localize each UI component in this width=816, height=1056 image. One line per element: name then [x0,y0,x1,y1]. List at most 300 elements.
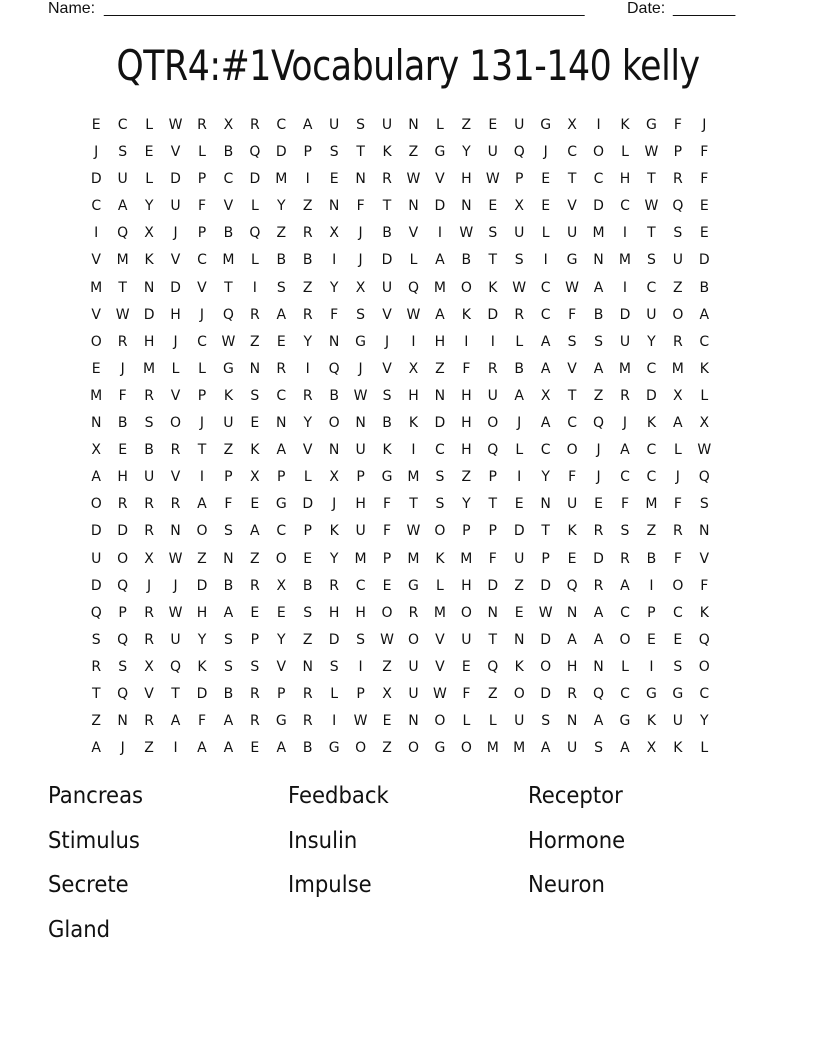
grid-cell[interactable]: C [620,469,630,486]
grid-cell[interactable]: Y [329,279,339,296]
grid-cell[interactable]: E [303,550,313,567]
grid-cell[interactable]: H [170,306,181,323]
grid-cell[interactable]: P [250,631,260,648]
grid-cell[interactable]: L [330,685,339,702]
grid-cell[interactable]: C [672,604,683,621]
grid-cell[interactable]: M [645,496,658,513]
grid-cell[interactable]: L [409,252,418,269]
grid-cell[interactable]: L [515,442,524,459]
grid-cell[interactable]: R [593,523,604,540]
grid-cell[interactable]: Z [514,577,525,594]
grid-cell[interactable]: D [487,306,499,323]
grid-cell[interactable]: M [433,604,446,621]
grid-cell[interactable]: V [170,252,181,269]
grid-cell[interactable]: R [620,550,630,567]
grid-cell[interactable]: U [672,252,683,269]
grid-cell[interactable]: R [144,496,154,513]
grid-cell[interactable]: S [514,252,524,269]
grid-cell[interactable]: Q [117,631,129,648]
grid-cell[interactable]: R [672,171,683,188]
grid-cell[interactable]: J [120,360,125,377]
grid-cell[interactable]: U [514,550,525,567]
grid-cell[interactable]: Z [197,550,207,567]
grid-cell[interactable]: K [435,550,445,567]
grid-cell[interactable]: V [223,198,234,215]
grid-cell[interactable]: Q [249,225,261,242]
grid-cell[interactable]: Q [672,198,684,215]
grid-cell[interactable]: X [250,469,260,486]
grid-cell[interactable]: A [91,740,101,757]
grid-cell[interactable]: X [144,550,154,567]
grid-cell[interactable]: W [432,685,447,702]
grid-cell[interactable]: B [461,252,472,269]
grid-cell[interactable]: F [673,117,682,133]
grid-cell[interactable]: G [434,740,446,757]
grid-cell[interactable]: S [488,225,498,242]
grid-cell[interactable]: X [144,658,154,675]
grid-cell[interactable]: M [354,550,367,567]
grid-cell[interactable]: C [646,442,657,459]
grid-cell[interactable]: L [250,252,259,269]
grid-cell[interactable]: W [406,523,421,540]
grid-cell[interactable]: I [411,333,416,350]
grid-cell[interactable]: Z [250,550,260,567]
grid-cell[interactable]: O [619,631,631,648]
grid-cell[interactable]: L [700,387,709,404]
grid-cell[interactable]: U [170,198,181,215]
grid-cell[interactable]: E [91,117,101,133]
grid-cell[interactable]: G [645,685,657,702]
grid-cell[interactable]: E [329,171,339,188]
grid-cell[interactable]: R [408,604,419,621]
grid-cell[interactable]: Z [646,523,657,540]
grid-cell[interactable]: A [540,360,551,377]
grid-cell[interactable]: G [408,577,419,594]
grid-cell[interactable]: H [434,333,446,350]
grid-cell[interactable]: M [143,360,156,377]
grid-cell[interactable]: N [593,658,604,675]
grid-cell[interactable]: C [197,333,207,350]
grid-cell[interactable]: U [619,333,631,350]
grid-cell[interactable]: E [382,713,392,730]
grid-cell[interactable]: D [646,387,657,404]
grid-cell[interactable]: P [277,685,286,702]
grid-cell[interactable]: B [382,415,392,432]
grid-cell[interactable]: B [382,225,392,242]
grid-cell[interactable]: S [673,658,683,675]
grid-cell[interactable]: R [249,713,260,730]
grid-cell[interactable]: S [435,469,445,486]
grid-cell[interactable]: L [621,144,629,161]
grid-cell[interactable]: A [593,631,604,648]
grid-cell[interactable]: R [672,523,683,540]
grid-cell[interactable]: T [197,442,207,459]
grid-cell[interactable]: F [568,469,577,486]
grid-cell[interactable]: O [487,415,499,432]
grid-cell[interactable]: D [619,306,631,323]
grid-cell[interactable]: A [593,604,604,621]
grid-cell[interactable]: N [170,523,181,540]
grid-cell[interactable]: S [541,713,551,730]
grid-cell[interactable]: A [435,252,445,269]
grid-cell[interactable]: J [358,252,363,269]
grid-cell[interactable]: P [647,604,656,621]
grid-cell[interactable]: A [620,442,630,459]
grid-cell[interactable]: F [568,306,577,323]
grid-cell[interactable]: A [620,577,630,594]
grid-cell[interactable]: S [673,225,683,242]
grid-cell[interactable]: X [408,360,419,377]
grid-cell[interactable]: V [302,442,313,459]
grid-cell[interactable]: V [567,198,577,215]
grid-cell[interactable]: K [250,442,260,459]
grid-cell[interactable]: S [223,523,233,540]
grid-cell[interactable]: F [224,496,233,513]
grid-cell[interactable]: O [460,604,472,621]
grid-cell[interactable]: D [487,577,499,594]
grid-cell[interactable]: F [330,306,339,323]
grid-cell[interactable]: Z [461,469,472,486]
grid-cell[interactable]: N [249,360,261,377]
grid-cell[interactable]: D [117,523,129,540]
grid-cell[interactable]: Z [382,740,392,757]
grid-cell[interactable]: W [380,631,394,648]
grid-cell[interactable]: Q [698,469,710,486]
grid-cell[interactable]: R [197,117,207,133]
grid-cell[interactable]: V [144,685,154,702]
grid-cell[interactable]: J [94,144,99,161]
grid-cell[interactable]: V [276,658,287,675]
grid-cell[interactable]: R [144,713,154,730]
grid-cell[interactable]: L [145,117,153,133]
grid-cell[interactable]: R [514,306,525,323]
grid-cell[interactable]: P [382,550,392,567]
grid-cell[interactable]: D [540,685,552,702]
grid-cell[interactable]: I [622,225,628,242]
grid-cell[interactable]: T [382,198,392,215]
grid-cell[interactable]: R [170,496,181,513]
grid-cell[interactable]: D [434,415,446,432]
grid-cell[interactable]: Z [302,198,313,215]
grid-cell[interactable]: R [249,306,260,323]
grid-cell[interactable]: R [302,306,313,323]
grid-cell[interactable]: D [196,685,208,702]
grid-cell[interactable]: D [90,171,102,188]
grid-cell[interactable]: I [649,658,654,675]
grid-cell[interactable]: F [673,550,682,567]
grid-cell[interactable]: K [699,360,709,377]
grid-cell[interactable]: V [91,306,101,323]
grid-cell[interactable]: D [434,198,446,215]
grid-cell[interactable]: R [249,117,260,133]
grid-cell[interactable]: H [355,496,366,513]
grid-cell[interactable]: E [567,550,577,567]
grid-cell[interactable]: C [699,685,710,702]
grid-cell[interactable]: J [332,496,337,513]
grid-cell[interactable]: S [250,658,260,675]
grid-cell[interactable]: W [168,117,183,133]
grid-cell[interactable]: Z [673,279,683,296]
grid-cell[interactable]: P [541,550,550,567]
grid-cell[interactable]: Q [593,685,605,702]
grid-cell[interactable]: F [700,171,709,188]
grid-cell[interactable]: B [593,306,604,323]
grid-cell[interactable]: B [646,550,657,567]
grid-cell[interactable]: F [118,387,127,404]
grid-cell[interactable]: J [120,740,125,757]
grid-cell[interactable]: S [303,604,313,621]
grid-cell[interactable]: K [646,713,656,730]
grid-cell[interactable]: J [596,469,601,486]
grid-cell[interactable]: L [541,225,550,242]
grid-cell[interactable]: I [596,117,601,133]
grid-cell[interactable]: H [196,604,208,621]
grid-cell[interactable]: W [644,144,659,161]
grid-cell[interactable]: G [540,117,552,133]
grid-cell[interactable]: D [593,550,604,567]
grid-cell[interactable]: N [223,550,234,567]
grid-cell[interactable]: Y [303,415,312,432]
grid-cell[interactable]: U [355,523,366,540]
grid-cell[interactable]: M [592,225,605,242]
grid-cell[interactable]: O [170,415,182,432]
grid-cell[interactable]: A [170,713,181,730]
grid-cell[interactable]: H [408,387,419,404]
grid-cell[interactable]: P [356,469,365,486]
grid-cell[interactable]: R [593,577,604,594]
grid-cell[interactable]: B [329,387,339,404]
grid-cell[interactable]: L [515,333,524,350]
grid-cell[interactable]: L [621,658,629,675]
grid-cell[interactable]: U [646,306,657,323]
grid-cell[interactable]: O [513,685,525,702]
grid-cell[interactable]: K [620,117,630,133]
grid-cell[interactable]: Y [144,198,154,215]
grid-cell[interactable]: F [462,685,471,702]
grid-cell[interactable]: V [170,387,181,404]
grid-cell[interactable]: A [91,469,101,486]
grid-cell[interactable]: U [117,171,128,188]
grid-cell[interactable]: U [408,658,419,675]
grid-cell[interactable]: T [409,496,418,513]
grid-cell[interactable]: P [673,144,683,161]
grid-cell[interactable]: M [407,469,420,486]
grid-cell[interactable]: T [356,144,365,161]
grid-cell[interactable]: A [223,713,234,730]
grid-cell[interactable]: L [700,740,709,757]
grid-cell[interactable]: R [329,577,340,594]
grid-cell[interactable]: R [487,360,498,377]
grid-cell[interactable]: V [435,631,445,648]
grid-cell[interactable]: C [646,360,657,377]
grid-cell[interactable]: V [382,360,392,377]
grid-cell[interactable]: Z [276,225,287,242]
grid-cell[interactable]: Z [408,144,419,161]
grid-cell[interactable]: K [567,523,577,540]
grid-cell[interactable]: Q [593,415,605,432]
grid-cell[interactable]: T [224,279,233,296]
grid-cell[interactable]: V [408,225,419,242]
grid-cell[interactable]: H [619,171,631,188]
grid-cell[interactable]: Z [487,685,498,702]
grid-cell[interactable]: S [276,279,286,296]
grid-cell[interactable]: U [91,550,102,567]
grid-cell[interactable]: U [223,415,234,432]
grid-cell[interactable]: P [224,469,233,486]
grid-cell[interactable]: E [488,198,498,215]
grid-cell[interactable]: C [646,469,657,486]
grid-cell[interactable]: E [699,198,709,215]
grid-cell[interactable]: O [593,144,605,161]
grid-cell[interactable]: Z [302,279,313,296]
grid-cell[interactable]: B [223,577,234,594]
grid-cell[interactable]: V [567,360,577,377]
grid-cell[interactable]: P [488,469,497,486]
grid-cell[interactable]: N [540,496,551,513]
grid-cell[interactable]: K [223,387,233,404]
grid-cell[interactable]: G [645,117,657,133]
grid-cell[interactable]: S [329,144,339,161]
grid-cell[interactable]: S [382,387,392,404]
grid-cell[interactable]: H [461,171,472,188]
grid-cell[interactable]: R [276,360,287,377]
grid-cell[interactable]: O [407,740,419,757]
grid-cell[interactable]: U [566,225,578,242]
grid-cell[interactable]: W [115,306,130,323]
grid-cell[interactable]: I [649,577,654,594]
grid-cell[interactable]: U [355,442,366,459]
grid-cell[interactable]: N [513,631,525,648]
grid-cell[interactable]: A [540,740,551,757]
grid-cell[interactable]: M [90,387,103,404]
grid-cell[interactable]: C [223,171,234,188]
grid-cell[interactable]: G [222,360,234,377]
grid-cell[interactable]: N [276,415,287,432]
grid-cell[interactable]: H [355,604,366,621]
grid-cell[interactable]: L [303,469,312,486]
grid-cell[interactable]: I [305,360,310,377]
grid-cell[interactable]: F [383,523,392,540]
grid-cell[interactable]: O [90,333,102,350]
grid-cell[interactable]: L [488,713,497,730]
grid-cell[interactable]: M [618,360,632,377]
grid-cell[interactable]: W [485,171,500,188]
grid-cell[interactable]: X [540,387,551,404]
grid-cell[interactable]: W [538,604,553,621]
grid-cell[interactable]: X [514,198,525,215]
grid-cell[interactable]: O [328,415,340,432]
grid-cell[interactable]: W [512,279,527,296]
grid-cell[interactable]: I [358,658,363,675]
grid-cell[interactable]: Y [303,333,312,350]
grid-cell[interactable]: I [622,279,628,296]
grid-cell[interactable]: C [197,252,207,269]
grid-cell[interactable]: G [328,740,340,757]
grid-cell[interactable]: B [302,252,313,269]
grid-cell[interactable]: I [252,279,257,296]
grid-cell[interactable]: S [329,658,339,675]
grid-cell[interactable]: Y [277,631,286,648]
grid-cell[interactable]: F [197,198,206,215]
grid-cell[interactable]: L [673,442,682,459]
grid-cell[interactable]: J [199,306,205,323]
grid-cell[interactable]: W [697,442,712,459]
grid-cell[interactable]: N [117,713,128,730]
grid-cell[interactable]: O [117,550,129,567]
grid-cell[interactable]: H [143,333,155,350]
grid-cell[interactable]: E [646,631,656,648]
grid-cell[interactable]: G [619,713,631,730]
grid-cell[interactable]: R [170,442,181,459]
grid-cell[interactable]: X [276,577,287,594]
grid-cell[interactable]: R [672,333,683,350]
grid-cell[interactable]: M [486,740,499,757]
grid-cell[interactable]: P [277,469,286,486]
grid-cell[interactable]: F [700,144,709,161]
grid-cell[interactable]: Q [487,442,499,459]
grid-cell[interactable]: R [302,387,313,404]
grid-cell[interactable]: M [116,252,129,269]
grid-cell[interactable]: N [143,279,155,296]
grid-cell[interactable]: K [673,740,683,757]
grid-cell[interactable]: K [699,604,709,621]
grid-cell[interactable]: Y [329,550,339,567]
grid-cell[interactable]: O [355,740,367,757]
grid-cell[interactable]: Q [117,225,129,242]
grid-cell[interactable]: J [173,333,178,350]
grid-cell[interactable]: G [275,496,287,513]
grid-cell[interactable]: Q [222,306,234,323]
grid-cell[interactable]: L [462,713,471,730]
grid-cell[interactable]: L [171,360,180,377]
grid-cell[interactable]: C [567,144,577,161]
grid-cell[interactable]: M [513,740,526,757]
grid-cell[interactable]: E [276,604,286,621]
grid-cell[interactable]: X [567,117,577,133]
grid-cell[interactable]: D [249,171,261,188]
grid-cell[interactable]: A [197,496,207,513]
grid-cell[interactable]: U [514,117,525,133]
grid-cell[interactable]: P [197,225,207,242]
grid-cell[interactable]: N [487,604,499,621]
grid-cell[interactable]: R [144,604,154,621]
grid-cell[interactable]: P [197,387,207,404]
grid-cell[interactable]: E [699,225,709,242]
grid-cell[interactable]: E [250,415,260,432]
grid-cell[interactable]: C [620,685,630,702]
grid-cell[interactable]: N [90,415,102,432]
grid-cell[interactable]: T [91,685,101,702]
grid-cell[interactable]: X [355,279,366,296]
grid-cell[interactable]: E [118,442,128,459]
grid-cell[interactable]: O [672,577,684,594]
grid-cell[interactable]: S [356,117,366,133]
grid-cell[interactable]: I [94,225,99,242]
grid-cell[interactable]: D [540,631,552,648]
grid-cell[interactable]: F [356,198,365,215]
grid-cell[interactable]: W [168,604,183,621]
grid-cell[interactable]: Y [462,144,471,161]
grid-cell[interactable]: D [540,577,552,594]
grid-cell[interactable]: E [276,333,286,350]
grid-cell[interactable]: O [540,658,552,675]
grid-cell[interactable]: C [117,117,128,133]
grid-cell[interactable]: G [672,685,684,702]
grid-cell[interactable]: T [541,523,550,540]
grid-cell[interactable]: S [223,631,233,648]
grid-cell[interactable]: W [353,387,368,404]
grid-cell[interactable]: R [382,171,392,188]
